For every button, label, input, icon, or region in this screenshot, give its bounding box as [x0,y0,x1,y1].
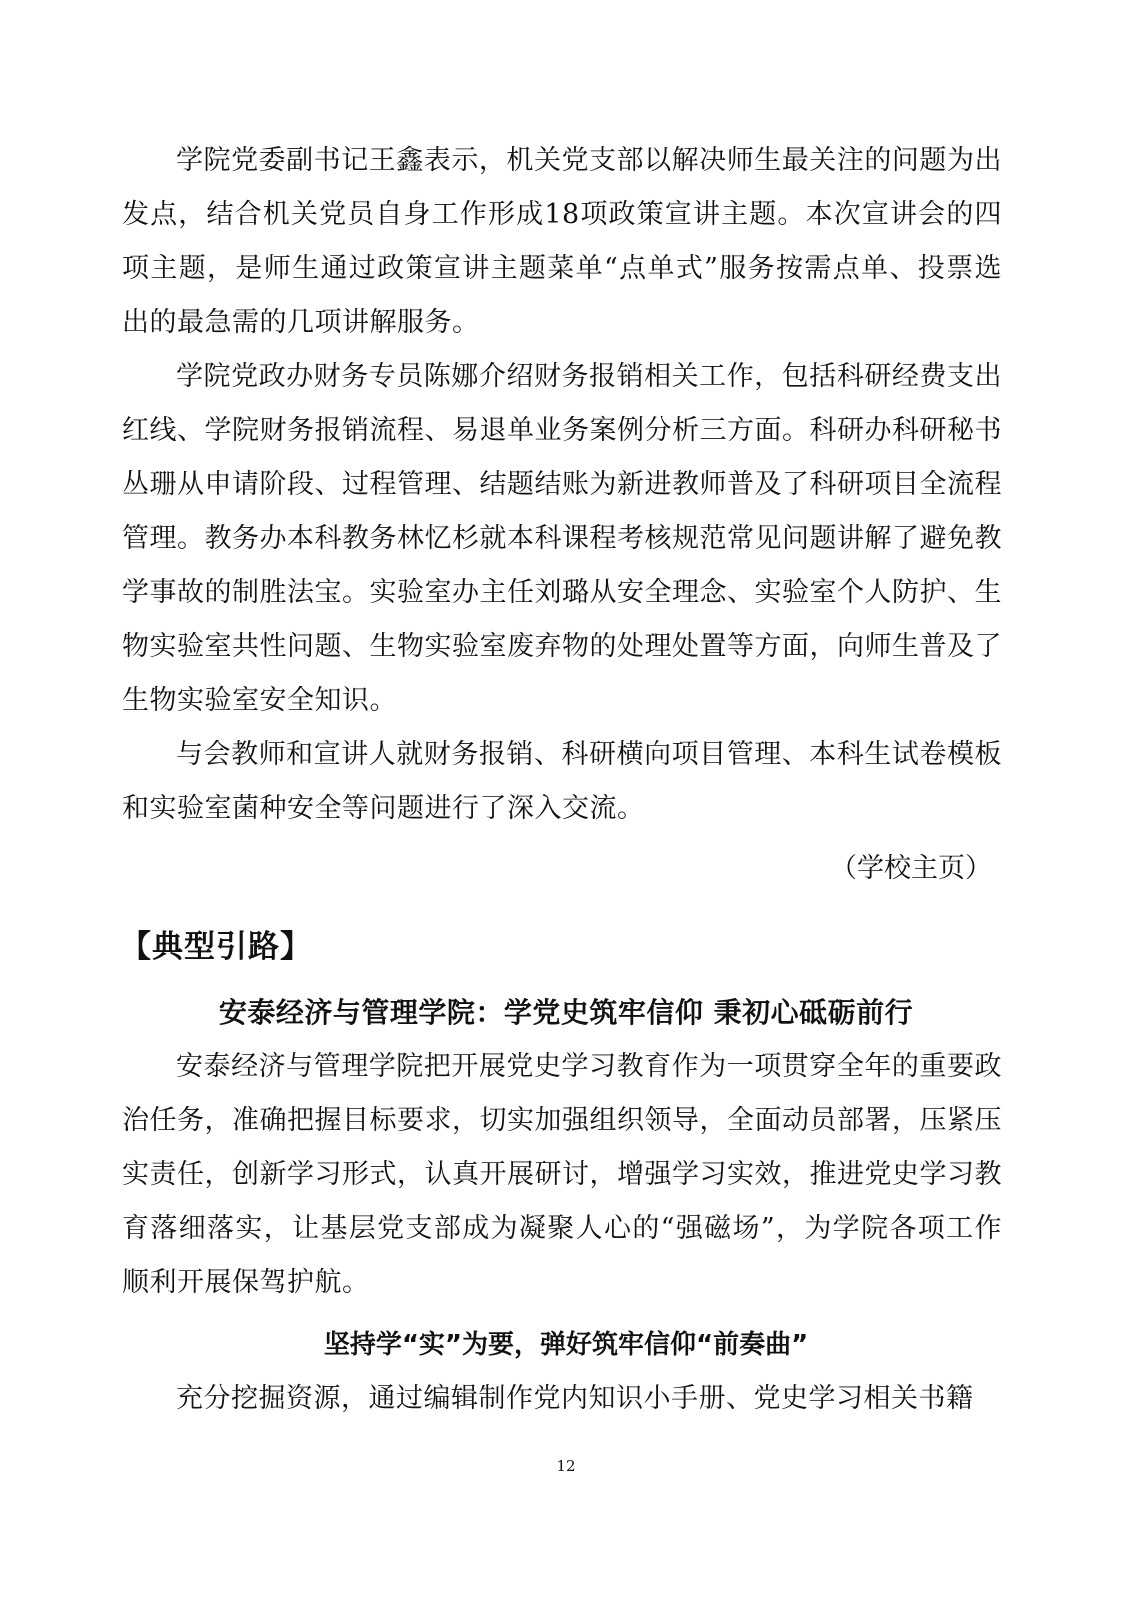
paragraph-continued: 充分挖掘资源，通过编辑制作党内知识小手册、党史学习相关书籍 [176,1383,974,1414]
paragraph-speakers-summary: 学院党政办财务专员陈娜介绍财务报销相关工作，包括科研经费支出红线、学院财务报销流程、易退单业务案例分析三方面。科研办科研秘书丛珊从申请阶段、过程管理、结题结账为新进教师普及了科研项目全流程管理。教务办本科教务林忆杉就本科课程考核规范常见问题讲解了避免教学事故的制胜法宝。实验室办主任刘璐从安全理念、实验室个人防护、生物实验室共性问题、生物实验室废弃物的处理处置等方面，向师生普及了生物实验室安全知识。 [122,361,1002,716]
paragraph-exchange: 与会教师和宣讲人就财务报销、科研横向项目管理、本科生试卷模板和实验室菌种安全等问题进行了深入交流。 [122,739,1002,824]
sub-heading: 坚持学“实”为要，弹好筑牢信仰“前奏曲” [323,1330,809,1360]
paragraph-article-intro: 安泰经济与管理学院把开展党史学习教育作为一项贯穿全年的重要政治任务，准确把握目标要求，切实加强组织领导，全面动员部署，压紧压实责任，创新学习形式，认真开展研讨，增强学习实效，推进党史学习教育落细落实，让基层党支部成为凝聚人心的“强磁场”，为学院各项工作顺利开展保驾护航。 [122,1051,1002,1298]
source-attribution: （学校主页） [830,853,992,884]
paragraph-wang-xin-statement: 学院党委副书记王鑫表示，机关党支部以解决师生最关注的问题为出发点，结合机关党员自身工作形成18项政策宣讲主题。本次宣讲会的四项主题，是师生通过政策宣讲主题菜单“点单式”服务按需点单、投票选出的最急需的几项讲解服务。 [122,145,1002,338]
article-title: 安泰经济与管理学院：学党史筑牢信仰 秉初心砥砺前行 [218,996,914,1029]
section-heading: 【典型引路】 [120,929,312,965]
page-number: 12 [556,1457,576,1475]
